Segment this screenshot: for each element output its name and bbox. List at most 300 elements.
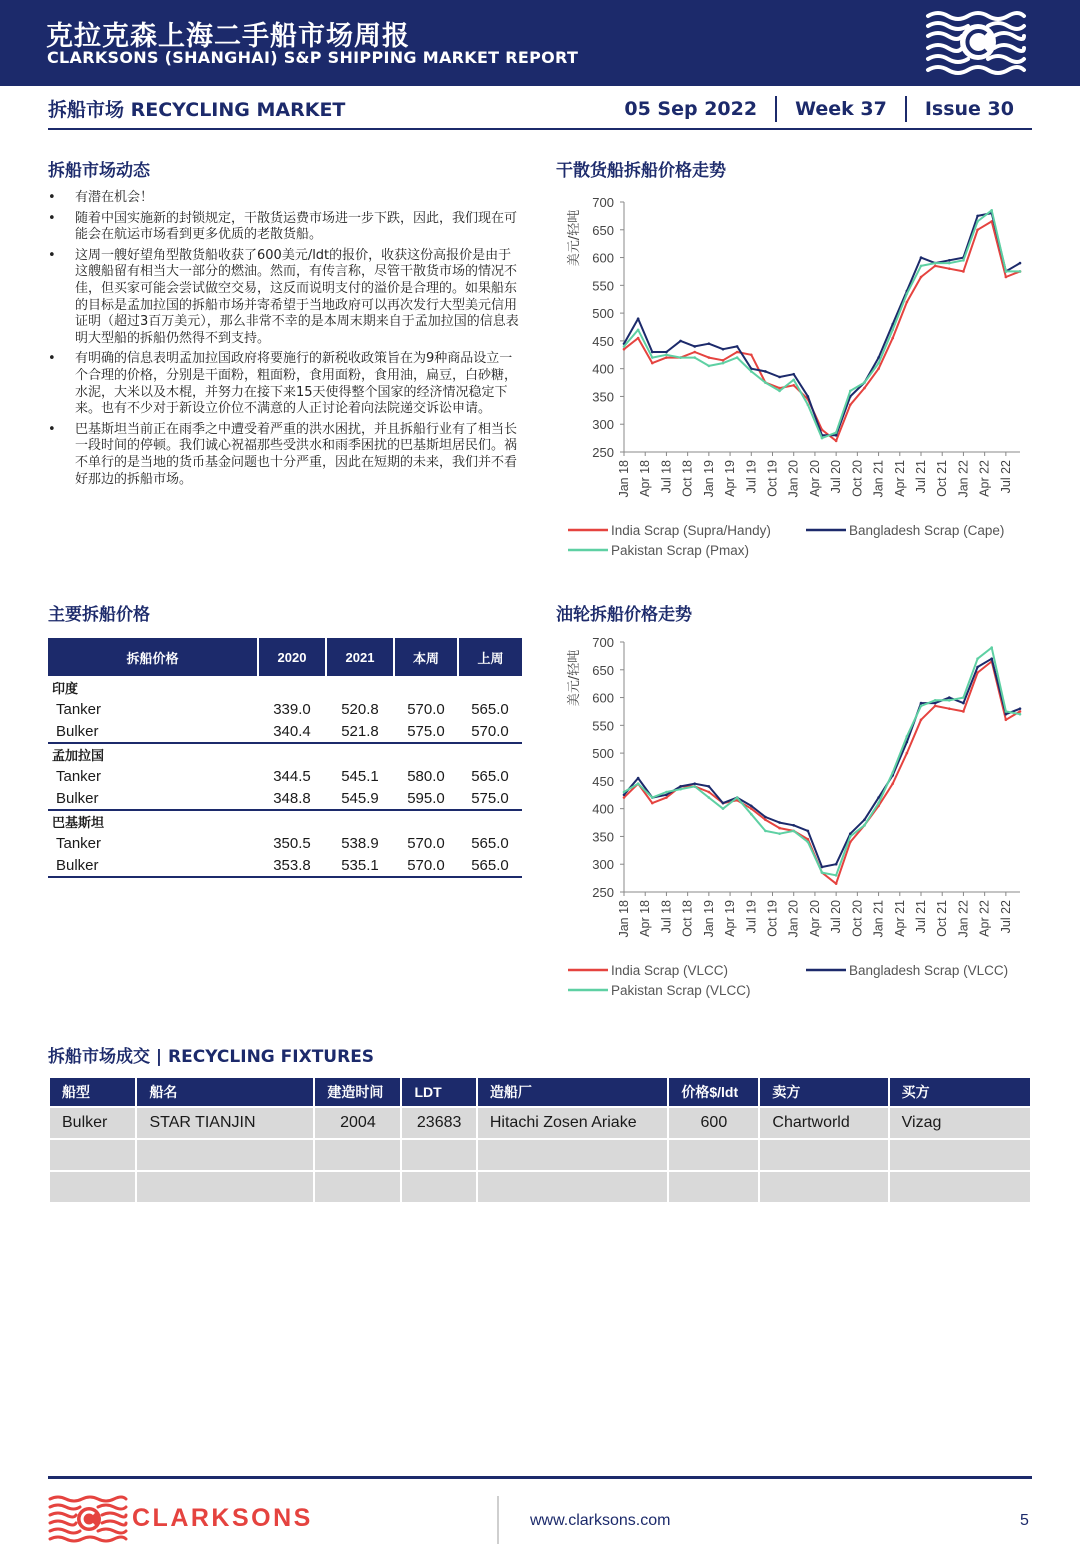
data-point <box>976 215 979 218</box>
fixture-cell <box>760 1138 887 1170</box>
fixture-cell: Vizag <box>890 1106 1030 1138</box>
y-tick-label: 700 <box>592 635 614 650</box>
data-point <box>651 362 654 365</box>
data-point <box>1019 710 1022 713</box>
data-point <box>962 702 965 705</box>
tanker-scrap-price-chart <box>556 628 1036 1013</box>
data-point <box>920 276 923 279</box>
recycling-fixtures-table <box>48 1078 1032 1202</box>
data-point <box>708 791 711 794</box>
bullet-item: • 这周一艘好望角型散货船收获了600美元/ldt的报价，收获这份高报价是由于这艘船留有相当大一部分的燃油。然而，有传言称，尽管干散货市场的情况不佳，但买家可能会尝试做空交易，这反而说明支付的溢价是合理的。如果船东的目标是孟加拉国的拆船市场并寄希望于当地政府可以再次发行大型美元信用证明（超过3百万美元），那么非常不幸的是本周末期来自于孟加拉国的信息表明大型船的拆船仍然得不到支持。 <box>48 248 522 348</box>
price-cell: 344.5 <box>273 767 311 785</box>
fixture-cell: Bulker <box>50 1106 135 1138</box>
data-point <box>736 351 739 354</box>
fixture-cell <box>669 1170 758 1202</box>
data-point <box>976 657 979 660</box>
data-point <box>623 348 626 351</box>
x-tick-label: Jul 22 <box>998 900 1013 934</box>
series-line <box>624 648 1020 876</box>
fixture-cell <box>137 1170 313 1202</box>
vessel-type: Tanker <box>56 700 102 718</box>
data-point <box>962 696 965 699</box>
footer-rule <box>48 1476 1032 1479</box>
data-point <box>651 356 654 359</box>
data-point <box>722 348 725 351</box>
data-point <box>891 337 894 340</box>
market-heading: 拆船市场动态 <box>48 161 150 181</box>
data-point <box>764 381 767 384</box>
column-header: 造船厂 <box>478 1078 667 1106</box>
group-row <box>48 743 522 765</box>
data-point <box>764 816 767 819</box>
data-point <box>623 796 626 799</box>
group-name: 巴基斯坦 <box>48 810 522 832</box>
price-cell: 353.8 <box>258 855 326 878</box>
x-tick-label: Apr 19 <box>723 900 738 937</box>
issue-meta <box>624 96 1014 122</box>
data-point <box>920 702 923 705</box>
meta-divider <box>905 96 907 122</box>
fixture-cell <box>137 1138 313 1170</box>
data-point <box>722 807 725 810</box>
y-tick-label: 500 <box>592 746 614 762</box>
x-tick-label: Oct 18 <box>680 900 695 937</box>
data-point <box>693 785 696 788</box>
price-cell: 535.1 <box>326 855 394 878</box>
data-point <box>835 882 838 885</box>
meta-divider <box>775 96 777 122</box>
data-point <box>877 362 880 365</box>
data-point <box>750 353 753 356</box>
fixture-cell <box>315 1170 400 1202</box>
data-point <box>948 696 951 699</box>
data-point <box>877 802 880 805</box>
data-point <box>821 871 824 874</box>
data-point <box>722 359 725 362</box>
data-point <box>792 373 795 376</box>
y-tick-label: 600 <box>592 690 614 706</box>
y-axis-label: 美元/轻吨 <box>567 649 582 707</box>
data-point <box>920 705 923 708</box>
y-tick-label: 300 <box>592 857 614 873</box>
fixture-cell <box>890 1170 1030 1202</box>
price-cell: 565.0 <box>471 767 509 785</box>
data-point <box>849 390 852 393</box>
data-point <box>1005 718 1008 721</box>
data-point <box>920 256 923 259</box>
report-title-en: CLARKSONS (SHANGHAI) S&P SHIPPING MARKET REPORT <box>47 48 579 67</box>
fixture-cell <box>478 1138 667 1170</box>
x-tick-label: Apr 22 <box>977 460 992 497</box>
data-point <box>1019 713 1022 716</box>
market-bullets <box>48 190 522 492</box>
y-tick-label: 550 <box>592 278 614 294</box>
data-point <box>891 771 894 774</box>
price-cell: 520.8 <box>341 700 379 718</box>
report-date: 05 Sep 2022 <box>624 98 758 120</box>
fixture-cell <box>402 1138 475 1170</box>
column-header: 上周 <box>458 638 522 676</box>
data-point <box>990 209 993 212</box>
x-tick-label: Apr 20 <box>807 900 822 937</box>
y-tick-label: 450 <box>592 773 614 789</box>
price-cell: 565.0 <box>471 834 509 852</box>
table-row <box>48 855 522 878</box>
data-point <box>976 666 979 669</box>
x-tick-label: Jan 19 <box>701 460 716 498</box>
x-tick-label: Apr 21 <box>892 900 907 937</box>
data-point <box>835 440 838 443</box>
report-title-cn: 克拉克森上海二手船市场周报 <box>46 21 410 52</box>
legend-label: Pakistan Scrap (Pmax) <box>611 543 750 558</box>
x-tick-label: Jan 20 <box>786 900 801 938</box>
legend-label: India Scrap (VLCC) <box>611 963 729 978</box>
data-point <box>651 796 654 799</box>
scrap-price-table <box>48 638 522 878</box>
table-row <box>50 1138 1030 1170</box>
price-cell: 348.8 <box>273 789 311 807</box>
data-point <box>665 351 668 354</box>
y-tick-label: 650 <box>592 662 614 678</box>
fixture-cell <box>402 1170 475 1202</box>
data-point <box>863 387 866 390</box>
data-point <box>708 342 711 345</box>
x-tick-label: Oct 18 <box>680 460 695 497</box>
table-row <box>50 1170 1030 1202</box>
table-row <box>48 832 522 855</box>
data-point <box>948 699 951 702</box>
data-point <box>1005 710 1008 713</box>
y-tick-label: 250 <box>592 445 614 460</box>
data-point <box>807 830 810 833</box>
y-axis-label: 美元/轻吨 <box>567 209 582 267</box>
x-tick-label: Jan 18 <box>617 900 631 938</box>
fixtures-heading: 拆船市场成交 | RECYCLING FIXTURES <box>48 1047 375 1067</box>
chart-title: 油轮拆船价格走势 <box>556 605 692 625</box>
data-point <box>906 301 909 304</box>
x-tick-label: Oct 20 <box>850 460 865 497</box>
data-point <box>1005 276 1008 279</box>
data-point <box>849 403 852 406</box>
data-point <box>665 356 668 359</box>
data-point <box>807 395 810 398</box>
data-point <box>722 362 725 365</box>
y-tick-label: 450 <box>592 333 614 349</box>
data-point <box>835 434 838 437</box>
data-point <box>821 866 824 869</box>
data-point <box>792 384 795 387</box>
data-point <box>637 337 640 340</box>
legend-label: Pakistan Scrap (VLCC) <box>611 983 751 998</box>
data-point <box>637 328 640 331</box>
column-header: 建造时间 <box>315 1078 400 1106</box>
data-point <box>679 788 682 791</box>
data-point <box>962 270 965 273</box>
fixture-cell <box>760 1170 887 1202</box>
data-point <box>722 802 725 805</box>
data-point <box>1019 262 1022 265</box>
column-header: 价格$/ldt <box>669 1078 758 1106</box>
x-tick-label: Apr 18 <box>638 460 653 497</box>
data-point <box>990 646 993 649</box>
series-line <box>624 659 1020 867</box>
data-point <box>623 791 626 794</box>
price-cell: 570.0 <box>407 834 445 852</box>
group-row <box>48 810 522 832</box>
data-point <box>934 265 937 268</box>
fixture-cell: Hitachi Zosen Ariake <box>478 1106 667 1138</box>
chart-title: 干散货船拆船价格走势 <box>556 161 726 181</box>
data-point <box>877 796 880 799</box>
price-cell: 580.0 <box>407 767 445 785</box>
table-row <box>48 788 522 811</box>
fixture-cell <box>315 1138 400 1170</box>
x-tick-label: Apr 20 <box>807 460 822 497</box>
data-point <box>693 782 696 785</box>
data-point <box>623 345 626 348</box>
prices-heading: 主要拆船价格 <box>48 605 150 625</box>
x-tick-label: Jan 19 <box>701 900 716 938</box>
x-tick-label: Oct 21 <box>935 460 950 497</box>
price-cell: 521.8 <box>341 722 379 740</box>
data-point <box>665 791 668 794</box>
table-row <box>50 1106 1030 1138</box>
legend-label: India Scrap (Supra/Handy) <box>611 523 771 538</box>
x-tick-label: Jan 21 <box>871 460 886 498</box>
data-point <box>778 390 781 393</box>
data-point <box>807 403 810 406</box>
x-tick-label: Apr 18 <box>638 900 653 937</box>
series-line <box>624 661 1020 883</box>
price-cell: 545.1 <box>341 767 379 785</box>
bullet-item: • 有明确的信息表明孟加拉国政府将要施行的新税收政策旨在为9种商品设立一个合理的价格，分别是干面粉，粗面粉，食用面粉，食用油，扁豆，白砂糖，水泥，大米以及木棍，并努力在接下来15天使得整个国家的经济情况稳定下来。也有不少对于新设立价位不满意的人正讨论着向法院递交诉讼申请。 <box>48 351 522 417</box>
price-cell: 575.0 <box>407 722 445 740</box>
x-tick-label: Jan 20 <box>786 460 801 498</box>
data-point <box>976 220 979 223</box>
data-point <box>778 821 781 824</box>
section-header <box>48 92 1032 130</box>
data-point <box>863 824 866 827</box>
data-point <box>623 793 626 796</box>
y-tick-label: 300 <box>592 417 614 433</box>
series-line <box>624 210 1020 438</box>
data-point <box>920 718 923 721</box>
data-point <box>693 356 696 359</box>
fixture-cell <box>50 1138 135 1170</box>
data-point <box>863 818 866 821</box>
x-tick-label: Jul 20 <box>829 460 844 494</box>
data-point <box>835 874 838 877</box>
data-point <box>849 835 852 838</box>
series-line <box>624 221 1020 441</box>
data-point <box>736 796 739 799</box>
section-title: 拆船市场 RECYCLING MARKET <box>48 99 346 121</box>
data-point <box>962 259 965 262</box>
y-tick-label: 250 <box>592 885 614 900</box>
fixture-cell: 600 <box>669 1106 758 1138</box>
column-header: 2021 <box>326 638 394 676</box>
data-point <box>934 699 937 702</box>
price-cell: 350.5 <box>273 834 311 852</box>
data-point <box>679 340 682 343</box>
data-point <box>792 830 795 833</box>
column-header: 船型 <box>50 1078 135 1106</box>
price-cell: 575.0 <box>471 789 509 807</box>
data-point <box>637 782 640 785</box>
data-point <box>920 265 923 268</box>
bullet-item: • 随着中国实施新的封锁规定，干散货运费市场进一步下跌，因此，我们现在可能会在航运市场看到更多优质的老散货船。 <box>48 211 522 244</box>
price-cell: 570.0 <box>407 700 445 718</box>
data-point <box>693 345 696 348</box>
footer-divider <box>497 1496 499 1544</box>
x-tick-label: Jul 18 <box>659 460 674 494</box>
y-tick-label: 400 <box>592 361 614 377</box>
x-tick-label: Jul 20 <box>829 900 844 934</box>
data-point <box>651 351 654 354</box>
fixture-cell: 23683 <box>402 1106 475 1138</box>
x-tick-label: Jul 21 <box>914 900 928 934</box>
x-tick-label: Jul 19 <box>744 900 759 934</box>
bulker-scrap-price-chart <box>556 188 1036 573</box>
fixture-cell <box>890 1138 1030 1170</box>
data-point <box>778 827 781 830</box>
data-point <box>948 259 951 262</box>
x-tick-label: Oct 21 <box>935 900 950 937</box>
x-tick-label: Oct 19 <box>765 900 780 937</box>
data-point <box>637 317 640 320</box>
x-tick-label: Jul 18 <box>659 900 674 934</box>
y-tick-label: 700 <box>592 195 614 210</box>
data-point <box>835 431 838 434</box>
data-point <box>708 365 711 368</box>
data-point <box>1005 713 1008 716</box>
fixture-cell: 2004 <box>315 1106 400 1138</box>
y-tick-label: 500 <box>592 306 614 322</box>
clarksons-logo-icon <box>48 1494 128 1544</box>
footer-brand: CLARKSONS <box>132 1504 313 1532</box>
vessel-type: Bulker <box>56 722 99 740</box>
data-point <box>736 345 739 348</box>
data-point <box>778 376 781 379</box>
data-point <box>948 262 951 265</box>
price-cell: 565.0 <box>458 855 522 878</box>
data-point <box>792 378 795 381</box>
vessel-type: Tanker <box>56 767 102 785</box>
report-issue: Issue 30 <box>924 98 1014 120</box>
data-point <box>651 802 654 805</box>
price-cell: 538.9 <box>341 834 379 852</box>
data-point <box>708 796 711 799</box>
data-point <box>679 356 682 359</box>
data-point <box>863 381 866 384</box>
vessel-type: Bulker <box>48 855 258 878</box>
report-week: Week 37 <box>795 98 887 120</box>
fixture-cell: STAR TIANJIN <box>137 1106 313 1138</box>
data-point <box>778 832 781 835</box>
data-point <box>679 785 682 788</box>
header-banner <box>0 0 1080 86</box>
data-point <box>693 351 696 354</box>
data-point <box>750 805 753 808</box>
y-tick-label: 650 <box>592 222 614 238</box>
data-point <box>1019 270 1022 273</box>
website-link[interactable]: www.clarksons.com <box>530 1512 671 1529</box>
group-name: 印度 <box>52 680 79 696</box>
data-point <box>750 370 753 373</box>
column-header: 卖方 <box>760 1078 887 1106</box>
group-name: 孟加拉国 <box>48 743 522 765</box>
data-point <box>948 267 951 270</box>
x-tick-label: Apr 19 <box>723 460 738 497</box>
data-point <box>835 863 838 866</box>
column-header: 本周 <box>394 638 458 676</box>
data-point <box>934 705 937 708</box>
price-cell: 565.0 <box>471 700 509 718</box>
price-cell: 340.4 <box>273 722 311 740</box>
x-tick-label: Jan 22 <box>956 460 971 498</box>
data-point <box>665 353 668 356</box>
x-tick-label: Jul 21 <box>914 460 928 494</box>
table-header-row <box>50 1078 1030 1106</box>
column-header: 2020 <box>258 638 326 676</box>
fixture-cell: Chartworld <box>760 1106 887 1138</box>
bullet-item: • 有潜在机会！ <box>48 190 522 207</box>
table-header-row <box>48 638 522 676</box>
legend-label: Bangladesh Scrap (Cape) <box>849 523 1005 538</box>
data-point <box>637 777 640 780</box>
x-tick-label: Apr 21 <box>892 460 907 497</box>
data-point <box>962 710 965 713</box>
data-point <box>891 328 894 331</box>
price-cell: 570.0 <box>471 722 509 740</box>
data-point <box>807 841 810 844</box>
x-tick-label: Jan 22 <box>956 900 971 938</box>
data-point <box>906 292 909 295</box>
fixture-cell <box>669 1138 758 1170</box>
data-point <box>1005 270 1008 273</box>
price-cell: 545.9 <box>341 789 379 807</box>
table-row <box>48 721 522 744</box>
data-point <box>906 752 909 755</box>
y-tick-label: 350 <box>592 389 614 405</box>
series-line <box>624 213 1020 435</box>
data-point <box>764 830 767 833</box>
data-point <box>708 785 711 788</box>
data-point <box>665 793 668 796</box>
data-point <box>934 702 937 705</box>
x-tick-label: Jul 22 <box>998 460 1013 494</box>
data-point <box>764 370 767 373</box>
data-point <box>906 735 909 738</box>
price-cell: 570.0 <box>394 855 458 878</box>
data-point <box>990 657 993 660</box>
data-point <box>665 796 668 799</box>
table-row <box>48 765 522 788</box>
data-point <box>736 356 739 359</box>
data-point <box>764 818 767 821</box>
y-tick-label: 600 <box>592 250 614 266</box>
x-tick-label: Apr 22 <box>977 900 992 937</box>
x-tick-label: Jan 18 <box>617 460 631 498</box>
data-point <box>821 437 824 440</box>
group-row <box>48 676 522 698</box>
data-point <box>976 228 979 231</box>
y-tick-label: 350 <box>592 829 614 845</box>
column-header: LDT <box>402 1078 475 1106</box>
y-tick-label: 550 <box>592 718 614 734</box>
price-cell: 595.0 <box>407 789 445 807</box>
data-point <box>877 367 880 370</box>
